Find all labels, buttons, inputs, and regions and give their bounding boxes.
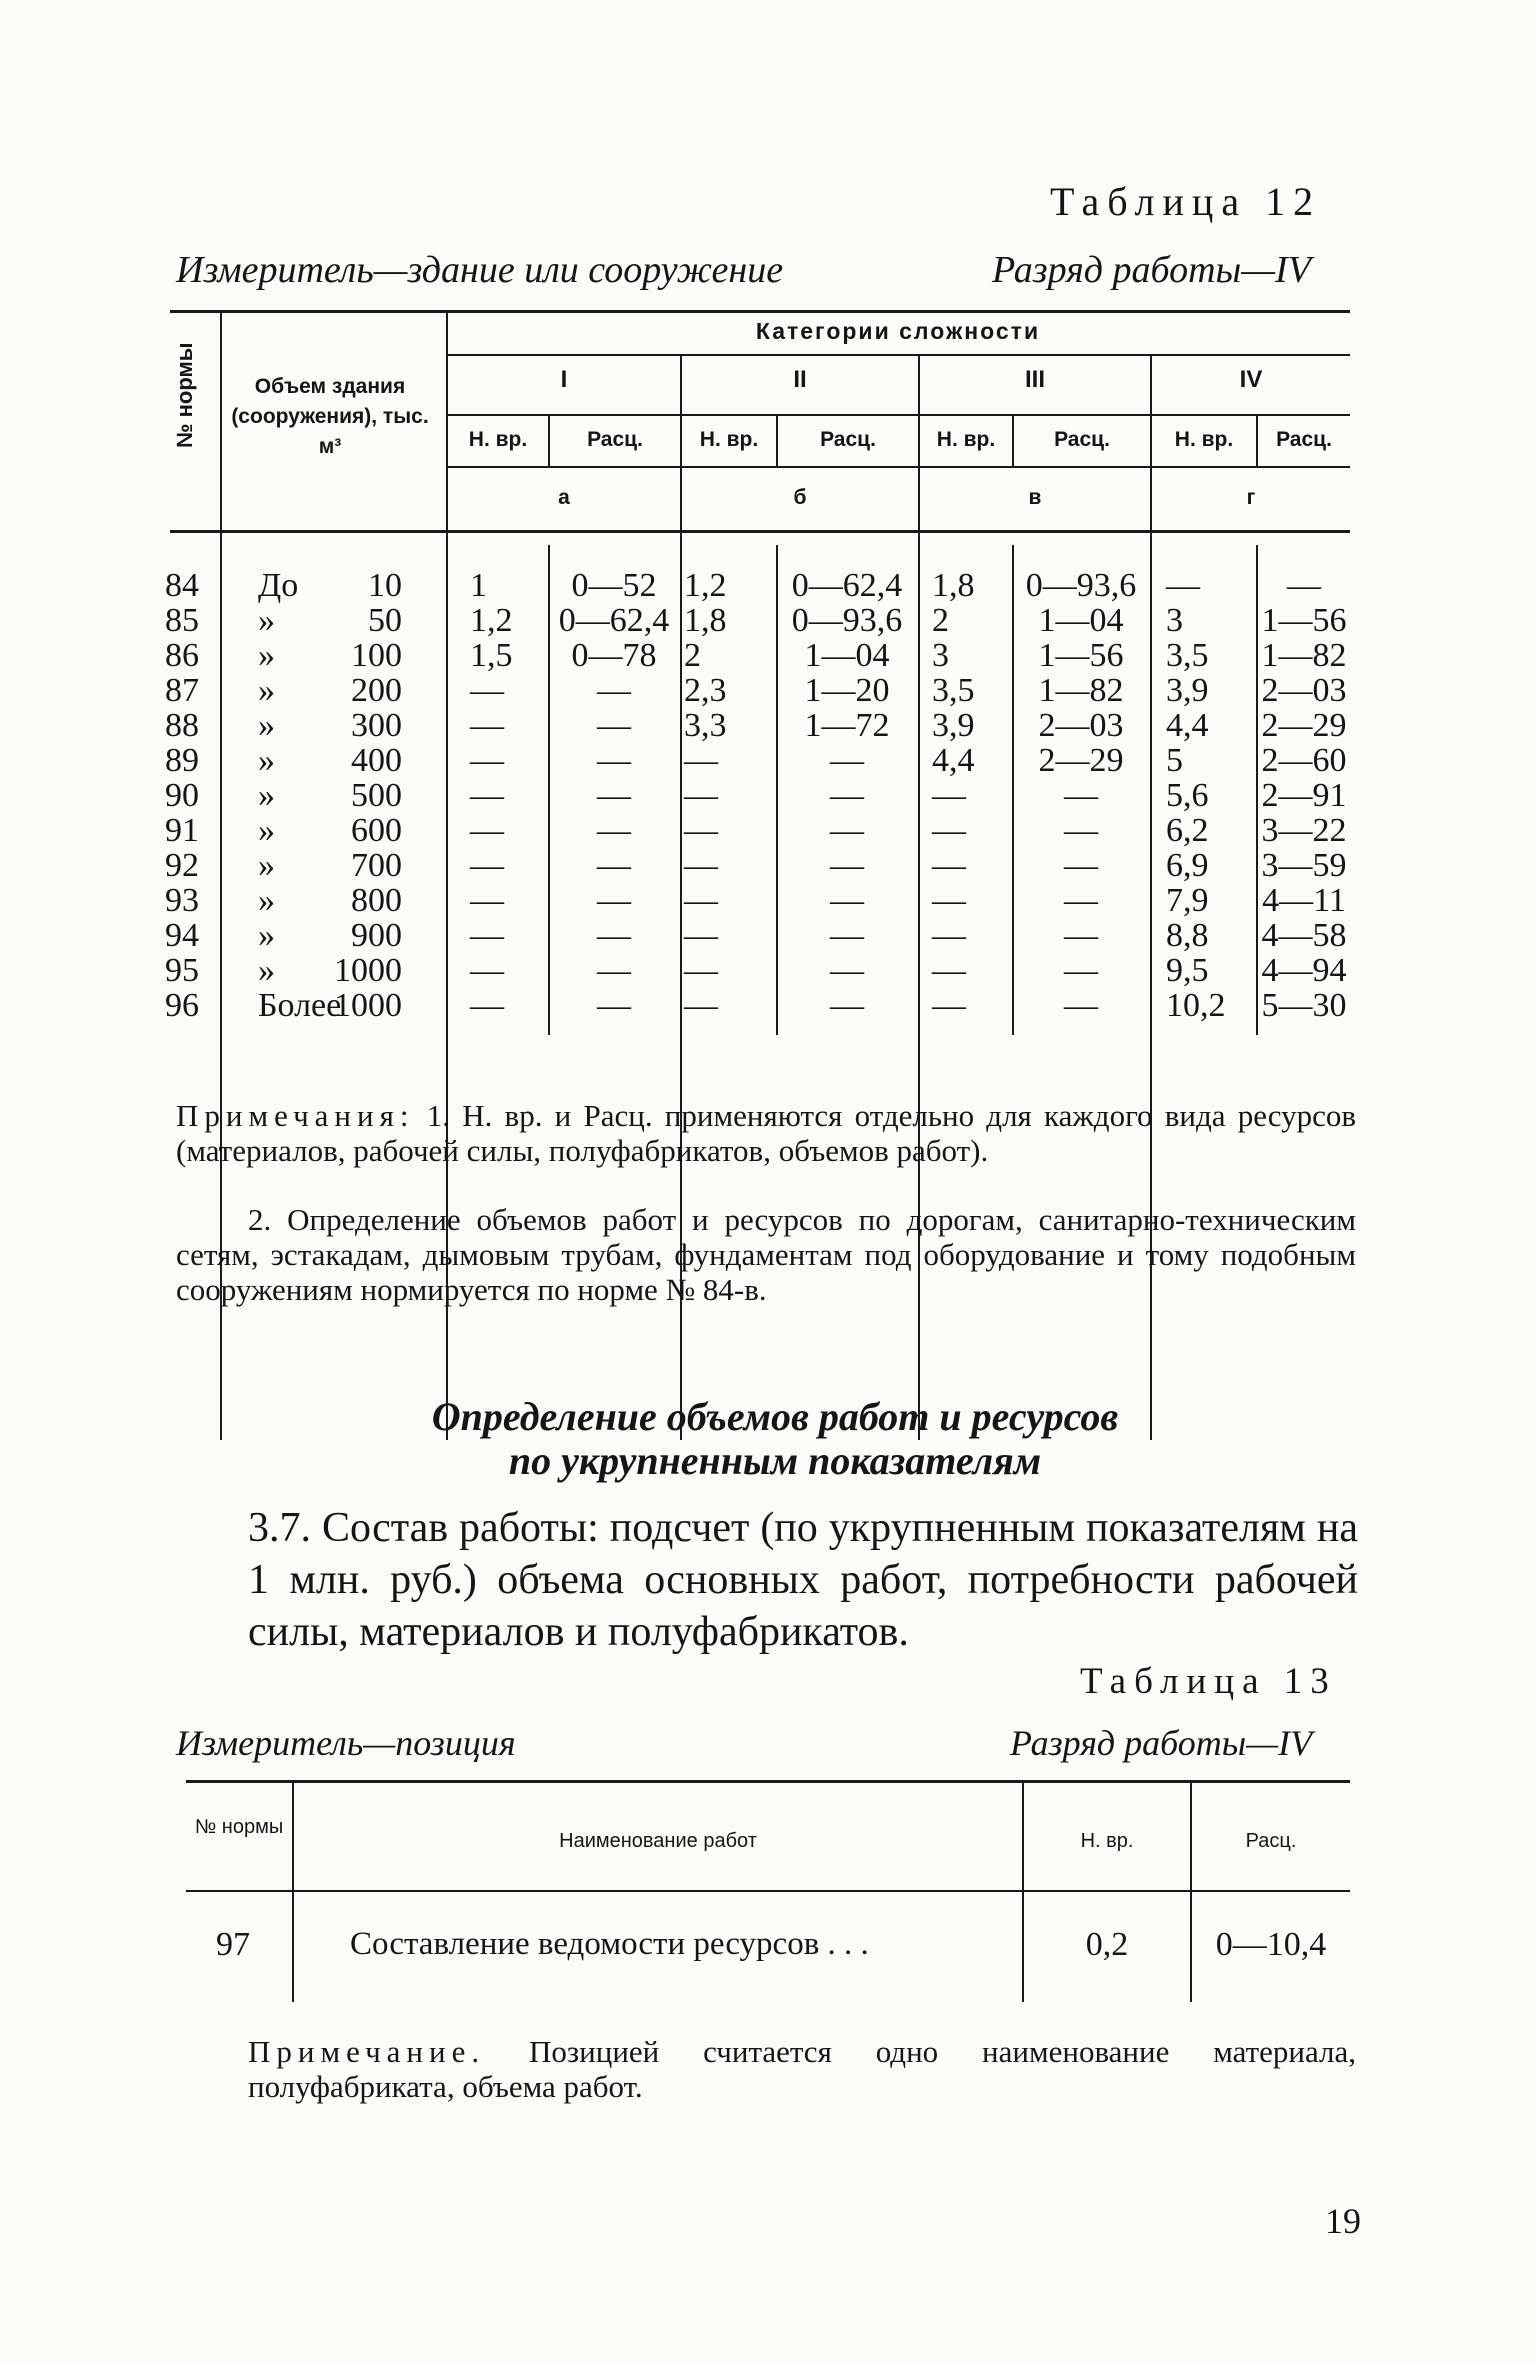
cell-time-norm: — (470, 952, 504, 989)
cell-rate: — (597, 847, 631, 884)
cell-time-norm: — (470, 917, 504, 954)
table12-top-rule (170, 310, 1350, 313)
row-norm-num: 90 (165, 777, 199, 814)
cell-time-norm: 4,4 (932, 742, 975, 779)
cell-time-norm: 1 (470, 567, 487, 604)
cell-rate: — (1064, 777, 1098, 814)
row-norm-num: 88 (165, 707, 199, 744)
row-volume: 10 (368, 567, 402, 604)
cell-rate: 2—91 (1261, 777, 1347, 814)
cell-rate: 2—03 (1261, 672, 1347, 709)
sub-ras-3: Расц. (1054, 428, 1110, 451)
cell-rate: 4—11 (1262, 882, 1346, 919)
cat-roman-2: II (793, 366, 807, 393)
row-volume: 600 (351, 812, 402, 849)
table13-vrule-2 (1022, 1782, 1024, 2002)
row-volume-prefix: » (258, 882, 275, 919)
cell-time-norm: — (470, 987, 504, 1024)
cell-time-norm: — (470, 882, 504, 919)
table13-vrule-1 (292, 1782, 294, 2002)
cell-rate: 0—78 (571, 637, 657, 674)
cell-rate: — (1064, 847, 1098, 884)
row-volume: 700 (351, 847, 402, 884)
table13-title: Таблица 13 (1080, 1661, 1337, 1702)
notes12-note1-text: 1. Н. вр. и Расц. применяются отдельно для каждого вида ресурсов (материалов, рабочей силы, полуфабрикатов, объемов работ). (176, 1098, 1357, 1168)
cell-rate: — (830, 952, 864, 989)
cell-time-norm: — (932, 812, 966, 849)
cell-time-norm: — (470, 812, 504, 849)
cell-rate: 5—30 (1261, 987, 1347, 1024)
cell-time-norm: — (932, 882, 966, 919)
table13-header-rule (186, 1890, 1350, 1892)
cell-rate: — (830, 742, 864, 779)
cell-rate: 0—52 (571, 567, 657, 604)
row-volume-prefix: » (258, 812, 275, 849)
row-volume-prefix: Более (258, 987, 342, 1024)
table12-header-volume: Объем здания (сооружения), тыс. м³ (231, 375, 429, 458)
cell-time-norm: 3 (1166, 602, 1183, 639)
table13-vrule-3 (1190, 1782, 1192, 2002)
cell-rate: — (830, 882, 864, 919)
cell-time-norm: — (684, 952, 718, 989)
cell-rate: — (1064, 952, 1098, 989)
note13-text: Позицией считается одно наименование материала, полуфабриката, объема работ. (248, 2034, 1357, 2104)
sub-ras-4: Расц. (1276, 428, 1332, 451)
cell-time-norm: — (470, 707, 504, 744)
cell-rate: — (1064, 987, 1098, 1024)
table13-row-ras: 0—10,4 (1215, 1926, 1327, 1963)
row-volume: 400 (351, 742, 402, 779)
table12-meter: Измеритель—здание или сооружение (176, 249, 784, 291)
sub-ras-2: Расц. (820, 428, 876, 451)
cell-rate: 1—82 (1038, 672, 1124, 709)
row-volume-prefix: До (258, 567, 299, 604)
table12-grade: Разряд работы—IV (992, 249, 1311, 291)
row-volume: 50 (368, 602, 402, 639)
cell-rate: — (597, 917, 631, 954)
table12-title: Таблица 12 (1050, 179, 1322, 224)
cell-time-norm: 1,2 (470, 602, 513, 639)
row-volume: 900 (351, 917, 402, 954)
cell-time-norm: 1,8 (684, 602, 727, 639)
cell-time-norm: 2 (684, 637, 701, 674)
cell-rate: — (830, 777, 864, 814)
cell-rate: 1—04 (1038, 602, 1124, 639)
table13-top-rule (186, 1780, 1350, 1783)
cell-rate: — (597, 882, 631, 919)
row-volume-prefix: » (258, 952, 275, 989)
section-paragraph: 3.7. Состав работы: подсчет (по укрупненным показателям на 1 млн. руб.) объема основных работ, потребности рабочей силы, материалов и полуфабрикатов. (248, 1505, 1358, 1655)
row-volume-prefix: » (258, 602, 275, 639)
cell-time-norm: — (684, 987, 718, 1024)
cell-rate: — (1064, 812, 1098, 849)
cell-time-norm: 3 (932, 637, 949, 674)
row-volume-prefix: » (258, 847, 275, 884)
table13-row-name: Составление ведомости ресурсов . . . (350, 1926, 869, 1962)
table13-grade: Разряд работы—IV (1010, 1723, 1313, 1763)
cell-time-norm: — (470, 777, 504, 814)
cell-rate: — (597, 707, 631, 744)
cell-time-norm: 3,5 (1166, 637, 1209, 674)
cell-time-norm: 8,8 (1166, 917, 1209, 954)
table13-meter: Измеритель—позиция (176, 1723, 516, 1763)
cell-time-norm: 3,5 (932, 672, 975, 709)
cell-rate: — (597, 952, 631, 989)
row-norm-num: 87 (165, 672, 199, 709)
cell-time-norm: 2,3 (684, 672, 727, 709)
cell-rate: — (1064, 917, 1098, 954)
cell-rate: — (597, 742, 631, 779)
cell-time-norm: 1,8 (932, 567, 975, 604)
cell-rate: 2—29 (1261, 707, 1347, 744)
table12-header-norm-num: № нормы (172, 342, 197, 448)
row-volume: 800 (351, 882, 402, 919)
cell-rate: 1—56 (1261, 602, 1347, 639)
page-number: 19 (1325, 2201, 1361, 2241)
cell-rate: — (597, 777, 631, 814)
cell-rate: 2—03 (1038, 707, 1124, 744)
table12-cat-rule (448, 354, 1350, 356)
table13-row-hvr: 0,2 (1085, 1926, 1129, 1963)
cell-rate: — (830, 917, 864, 954)
cell-rate: 1—82 (1261, 637, 1347, 674)
row-volume-prefix: » (258, 672, 275, 709)
row-norm-num: 89 (165, 742, 199, 779)
cell-time-norm: 10,2 (1166, 987, 1226, 1024)
cell-time-norm: — (932, 952, 966, 989)
cell-time-norm: 1,2 (684, 567, 727, 604)
table13-row-num: 97 (216, 1926, 250, 1963)
row-norm-num: 95 (165, 952, 199, 989)
row-norm-num: 84 (165, 567, 199, 604)
cell-rate: 4—58 (1261, 917, 1347, 954)
cell-time-norm: — (932, 847, 966, 884)
cell-time-norm: 5,6 (1166, 777, 1209, 814)
row-volume-prefix: » (258, 637, 275, 674)
cell-time-norm: — (932, 987, 966, 1024)
row-volume: 300 (351, 707, 402, 744)
row-norm-num: 86 (165, 637, 199, 674)
cell-time-norm: 6,2 (1166, 812, 1209, 849)
section-title-line1: Определение объемов работ и ресурсов (431, 1394, 1119, 1439)
row-norm-num: 93 (165, 882, 199, 919)
cat-letter-4: г (1246, 486, 1256, 509)
cell-rate: 0—62,4 (558, 602, 670, 639)
cell-rate: — (597, 987, 631, 1024)
cell-time-norm: — (684, 777, 718, 814)
cell-time-norm: 2 (932, 602, 949, 639)
cell-time-norm: — (470, 742, 504, 779)
table13-header-ras: Расц. (1245, 1830, 1297, 1852)
cell-rate: 2—29 (1038, 742, 1124, 779)
cat-roman-1: I (560, 366, 568, 393)
row-volume-prefix: » (258, 777, 275, 814)
cell-rate: 1—72 (804, 707, 890, 744)
row-volume: 1000 (334, 987, 402, 1024)
row-volume-prefix: » (258, 742, 275, 779)
section-title-line2: по укрупненным показателям (508, 1438, 1042, 1483)
sub-hvr-4: Н. вр. (1174, 428, 1234, 451)
cell-rate: — (1064, 882, 1098, 919)
cell-rate: 1—04 (804, 637, 890, 674)
row-norm-num: 96 (165, 987, 199, 1024)
cell-time-norm: 1,5 (470, 637, 513, 674)
sub-hvr-1: Н. вр. (468, 428, 528, 451)
row-volume: 500 (351, 777, 402, 814)
note13 (248, 2034, 1356, 2104)
cat-roman-3: III (1024, 366, 1045, 393)
notes12-note1 (176, 1098, 1356, 1168)
cell-rate: 3—59 (1261, 847, 1347, 884)
cell-rate: 4—94 (1261, 952, 1347, 989)
row-norm-num: 92 (165, 847, 199, 884)
cell-rate: — (597, 672, 631, 709)
row-volume: 200 (351, 672, 402, 709)
cell-rate: 1—56 (1038, 637, 1124, 674)
cell-rate: — (597, 812, 631, 849)
row-volume-prefix: » (258, 707, 275, 744)
cat-letter-3: в (1028, 486, 1042, 509)
cat-letter-2: б (793, 486, 807, 509)
table12-header-category: Категории сложности (755, 318, 1041, 344)
cat-roman-4: IV (1239, 366, 1263, 393)
cell-rate: 0—62,4 (791, 567, 903, 604)
cell-rate: 0—93,6 (791, 602, 903, 639)
table13-header-hvr: Н. вр. (1080, 1830, 1134, 1852)
cell-rate: — (1287, 567, 1321, 604)
cell-rate: — (830, 847, 864, 884)
table13-header-name: Наименование работ (559, 1830, 757, 1852)
cell-rate: — (830, 987, 864, 1024)
row-volume-prefix: » (258, 917, 275, 954)
cell-rate: — (830, 812, 864, 849)
cell-time-norm: — (684, 917, 718, 954)
cell-rate: 2—60 (1261, 742, 1347, 779)
row-norm-num: 94 (165, 917, 199, 954)
cell-time-norm: 3,3 (684, 707, 727, 744)
notes12-label: Примечания: (176, 1098, 415, 1133)
cell-time-norm: 3,9 (932, 707, 975, 744)
table12-sub-rule (448, 414, 1350, 416)
cell-rate: 3—22 (1261, 812, 1347, 849)
cell-time-norm: 3,9 (1166, 672, 1209, 709)
cell-time-norm: — (684, 847, 718, 884)
table13-header-norm-num: № нормы (194, 1816, 284, 1838)
row-norm-num: 91 (165, 812, 199, 849)
cell-rate: 1—20 (804, 672, 890, 709)
cat-letter-1: а (558, 486, 570, 509)
cell-time-norm: 5 (1166, 742, 1183, 779)
section-title (300, 1395, 1250, 1483)
cell-time-norm: — (684, 742, 718, 779)
cell-rate: 0—93,6 (1025, 567, 1137, 604)
cell-time-norm: 4,4 (1166, 707, 1209, 744)
sub-hvr-3: Н. вр. (936, 428, 996, 451)
row-norm-num: 85 (165, 602, 199, 639)
cell-time-norm: 7,9 (1166, 882, 1209, 919)
table12-header-bottom-rule (170, 530, 1350, 533)
cell-time-norm: — (684, 812, 718, 849)
row-volume: 100 (351, 637, 402, 674)
cell-time-norm: — (470, 847, 504, 884)
cell-time-norm: — (684, 882, 718, 919)
cell-time-norm: — (932, 917, 966, 954)
cell-time-norm: 6,9 (1166, 847, 1209, 884)
cell-time-norm: — (932, 777, 966, 814)
note13-label: Примечание. (248, 2034, 486, 2069)
sub-hvr-2: Н. вр. (699, 428, 759, 451)
cell-time-norm: 9,5 (1166, 952, 1209, 989)
sub-ras-1: Расц. (587, 428, 643, 451)
row-volume: 1000 (334, 952, 402, 989)
cell-time-norm: — (1166, 567, 1200, 604)
table12-letter-rule (448, 466, 1350, 468)
cell-time-norm: — (470, 672, 504, 709)
notes12-note2: 2. Определение объемов работ и ресурсов по дорогам, санитарно-техническим сетям, эстакадам, дымовым трубам, фундаментам под оборудование и тому подобным сооружениям нормируется по норме № 84-в. (176, 1202, 1356, 1307)
